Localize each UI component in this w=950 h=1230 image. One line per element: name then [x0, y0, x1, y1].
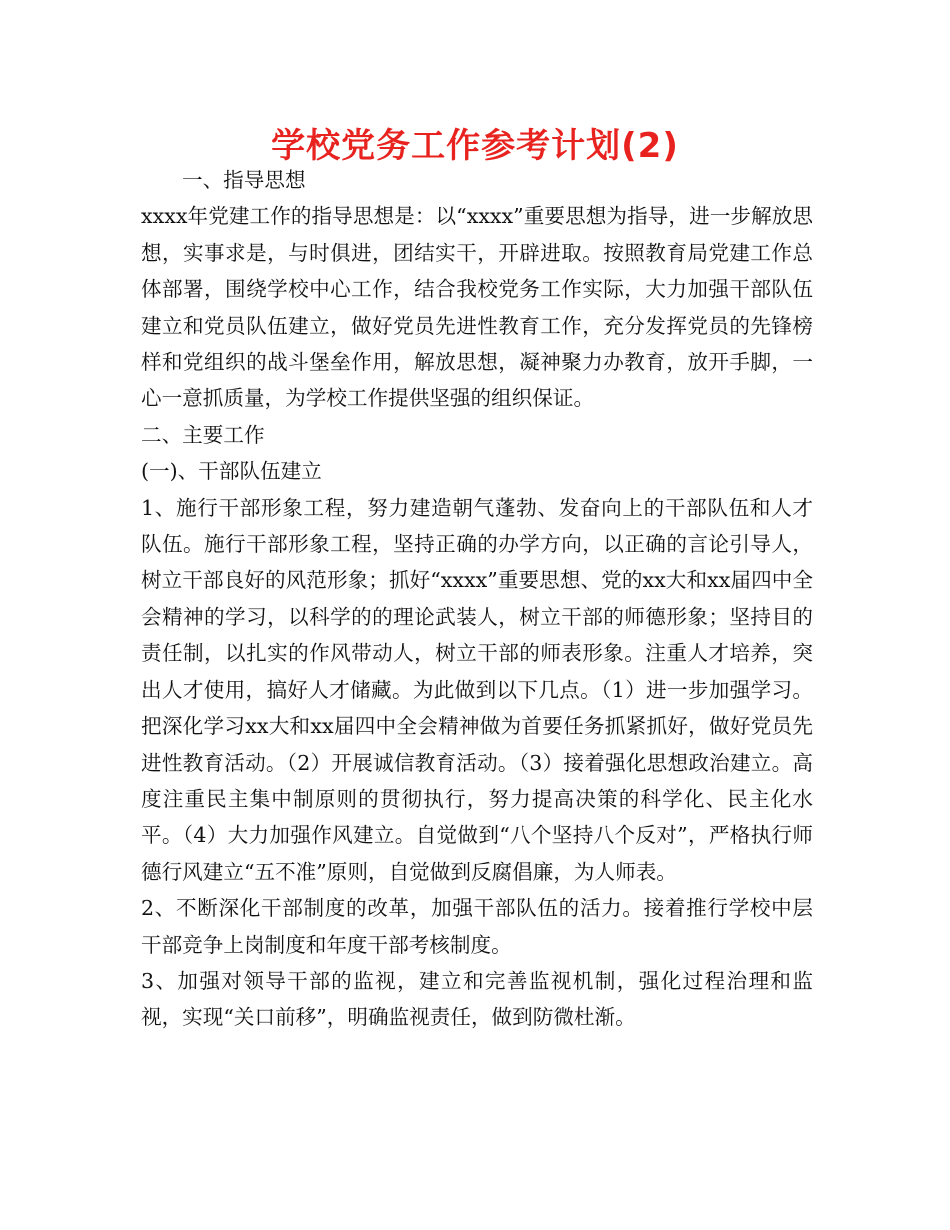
paragraph-item-2: 2、不断深化干部制度的改革，加强干部队伍的活力。接着推行学校中层干部竞争上岗制度和年度干部考核制度。	[141, 896, 813, 957]
document-body	[141, 162, 813, 1036]
paragraph-item-3: 3、加强对领导干部的监视，建立和完善监视机制，强化过程治理和监视，实现“关口前移”，明确监视责任，做到防微杜渐。	[141, 968, 813, 1030]
subsection-heading-cadre-team: (一)、干部队伍建立	[141, 459, 322, 484]
paragraph-guiding-ideology: xxxx年党建工作的指导思想是：以“xxxx”重要思想为指导，进一步解放思想，实事求是，与时俱进，团结实干，开辟进取。按照教育局党建工作总体部署，围绕学校中心工作，结合我校党务工作实际，大力加强干部队伍建立和党员队伍建立，做好党员先进性教育工作，充分发挥党员的先锋榜样和党组织的战斗堡垒作用，解放思想，凝神聚力办教育，放开手脚，一心一意抓质量，为学校工作提供坚强的组织保证。	[141, 204, 813, 411]
section-heading-guiding-ideology: 一、指导思想	[182, 168, 306, 192]
document-title: 学校党务工作参考计划(2)	[271, 126, 679, 166]
section-heading-main-work: 二、主要工作	[141, 422, 265, 447]
paragraph-item-1: 1、施行干部形象工程，努力建造朝气蓬勃、发奋向上的干部队伍和人才队伍。施行干部形象工程，坚持正确的办学方向，以正确的言论引导人，树立干部良好的风范形象；抓好“xxxx”重要思想、党的xx大和xx届四中全会精神的学习，以科学的的理论武装人，树立干部的师德形象；坚持目的责任制，以扎实的作风带动人，树立干部的师表形象。注重人才培养，突出人才使用，搞好人才储藏。为此做到以下几点。（1）进一步加强学习。把深化学习xx大和xx届四中全会精神做为首要任务抓紧抓好，做好党员先进性教育活动。（2）开展诚信教育活动。（3）接着强化思想政治建立。高度注重民主集中制原则的贯彻执行，努力提高决策的科学化、民主化水平。（4）大力加强作风建立。自觉做到“八个坚持八个反对”，严格执行师德行风建立“五不准”原则，自觉做到反腐倡廉，为人师表。	[141, 495, 813, 884]
